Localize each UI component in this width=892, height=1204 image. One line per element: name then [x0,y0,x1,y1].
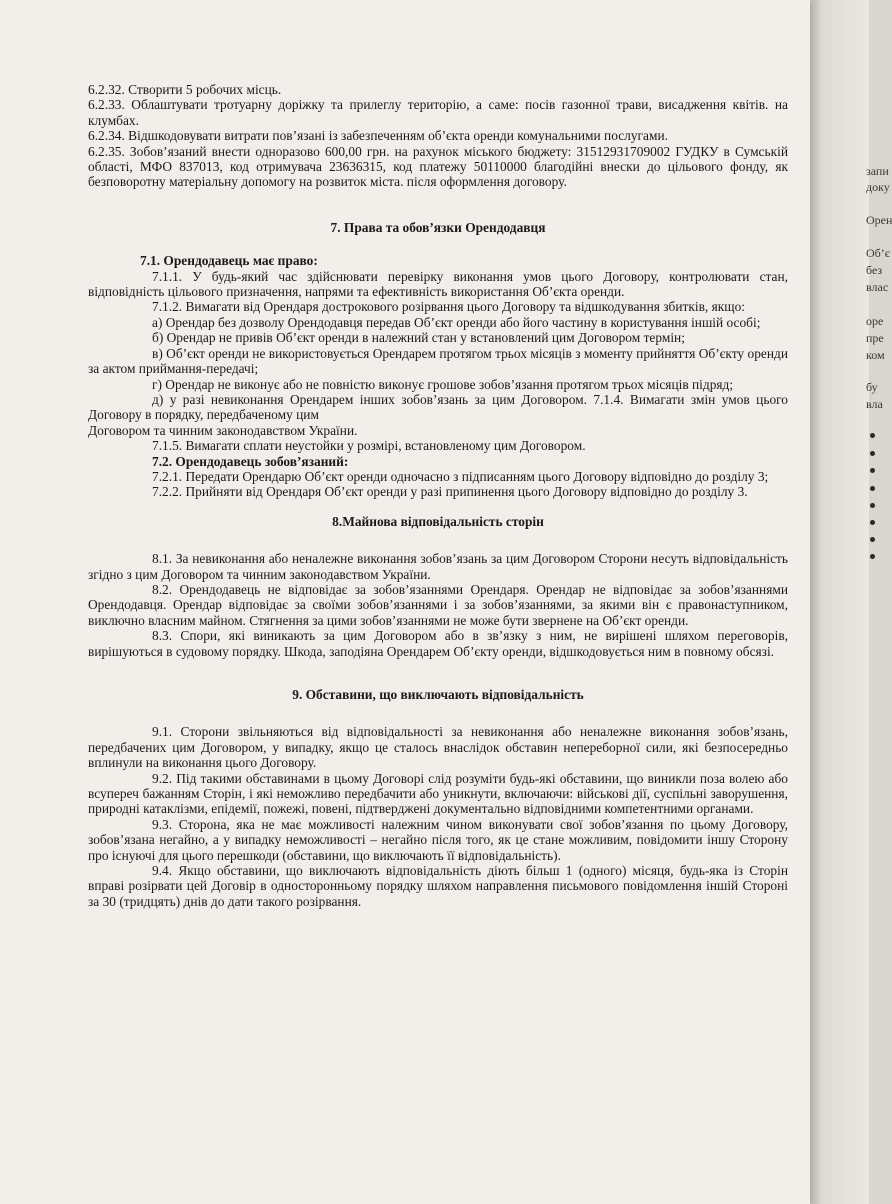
clause-7-1-5: 7.1.5. Вимагати сплати неустойки у розмірі, встановленому цим Договором. [152,438,586,454]
bullet-icon [870,554,875,559]
clause-6-2-35: 6.2.35. Зобов’язаний внести одноразово 600,00 грн. на рахунок міського бюджету: 31512931709002 ГУДКУ в Сумській області, МФО 837013, код отримувача 23636315, код платежу 50110000 благодійні внески до цільового фонду, як безповоротну матеріальну допомогу на розвиток міста. після оформлення договору. [88,143,788,190]
clause-7-1-2-b: б) Орендар не привів Об’єкт оренди в належний стан у встановлений цим Договором термін; [152,330,685,346]
clause-6-2-33: 6.2.33. Облаштувати тротуарну доріжку та прилеглу територію, а саме: посів газонної трави, висадження квітів. на клумбах. [88,97,788,128]
bullet-icon [870,433,875,438]
bullet-icon [870,537,875,542]
edge-fragment: доку [866,180,890,194]
edge-fragment: Орен [866,213,892,227]
edge-fragment: вла [866,397,883,411]
clause-7-2: 7.2. Орендодавець зобов’язаний: [152,453,349,469]
clause-9-2: 9.2. Під такими обставинами в цьому Договорі слід розуміти будь-які обставини, що виникли поза волею або всупереч бажанням Сторін, і які неможливо передбачити або уникнути, включаючи: військові дії, суспільні заворушення, природні катаклізми, епідемії, пожежі, повені, підтверджені документально відповідними компетентними органами. [88,770,788,817]
clause-7-1-2-v: в) Об’єкт оренди не використовується Орендарем протягом трьох місяців з моменту прийняття Об’єкту оренди за актом приймання-передачі; [88,345,788,377]
bullet-icon [870,468,875,473]
clause-8-1: 8.1. За невиконання або неналежне виконання зобов’язань за цим Договором Сторони несуть відповідальність згідно з цим Договором та чинним законодавством України. [88,551,788,582]
bullet-icon [870,520,875,525]
clause-7-1: 7.1. Орендодавець має право: [140,253,318,269]
section-8-heading: 8.Майнова відповідальність сторін [332,513,544,529]
section-9-heading: 9. Обставини, що виключають відповідальність [292,687,584,702]
clause-7-2-2: 7.2.2. Прийняти від Орендаря Об’єкт оренди у разі припинення цього Договору відповідно до розділу 3. [152,484,748,500]
clause-7-2-1: 7.2.1. Передати Орендарю Об’єкт оренди одночасно з підписанням цього Договору відповідно до розділу 3; [152,468,769,484]
clause-6-2-32: 6.2.32. Створити 5 робочих місць. [88,82,282,97]
edge-fragment: ком [866,348,885,362]
next-page-edge [812,0,892,1204]
document-body [88,82,788,909]
clause-7-1-4-cont: Договором та чинним законодавством України. [88,422,358,438]
clause-7-1-1: 7.1.1. У будь-який час здійснювати перевірку виконання умов цього Договору, контролювати стан, відповідність цільового призначення, напрями та ефективність використання Об’єкта оренди. [88,268,788,300]
clause-6-2-34: 6.2.34. Відшкодовувати витрати пов’язані із забезпеченням об’єкта оренди комунальними послугами. [88,128,668,144]
section-7-heading: 7. Права та обов’язки Орендодавця [330,219,546,235]
clause-9-3: 9.3. Сторона, яка не має можливості належним чином виконувати свої зобов’язання по цьому Договору, зобов’язана негайно, а у випадку неможливості – негайно після того, як це стане можливим, повідомити іншу Сторону про існуючі для цього перешкоди (обставини, що виключають її відповідальність). [88,816,788,863]
bullet-icon [870,451,875,456]
edge-fragment: запи [866,164,889,178]
clause-9-4: 9.4. Якщо обставини, що виключають відповідальність діють більш 1 (одного) місяця, будь-яка із Сторін вправі розірвати цей Договір в односторонньому порядку шляхом направлення письмового повідомлення іншій Стороні за 30 (тридцять) днів до дати такого розірвання. [88,863,788,909]
edge-fragment: оре [866,314,884,328]
clause-9-1: 9.1. Сторони звільняються від відповідальності за невиконання або неналежне виконання зобов’язань, передбачених цим Договором, у випадку, якщо це сталось внаслідок обставин непереборної сили, які безпосередньо вплинули на виконання цього Договору. [88,724,788,771]
clause-7-1-2-a: а) Орендар без дозволу Орендодавця передав Об’єкт оренди або його частину в користування іншій особі; [152,314,761,330]
edge-fragment: без [866,263,883,277]
edge-fragment: влас [866,280,889,294]
clause-8-2: 8.2. Орендодавець не відповідає за зобов’язаннями Орендаря. Орендар не відповідає за зобов’язаннями Орендодавця. Орендар відповідає за своїми зобов’язаннями і за зобов’язаннями, за якими він є правонаступником, виключно власним майном. Стягнення за цими зобов’язаннями не може бути звернене на Об’єкт оренди. [88,581,788,628]
bullet-icon [870,486,875,491]
bullet-icon [870,503,875,508]
clause-7-1-2-g: г) Орендар не виконує або не повністю виконує грошове зобов’язання протягом трьох місяців підряд; [152,376,734,392]
clause-7-1-2-d: д) у разі невиконання Орендарем інших зобов’язань за цим Договором. 7.1.4. Вимагати змін умов цього Договору в порядку, передбаченому цим [88,391,788,423]
edge-fragment: Об’є [866,246,890,260]
clause-8-3: 8.3. Спори, які виникають за цим Договором або в зв’язку з ним, не вирішені шляхом переговорів, вирішуються в судовому порядку. Шкода, заподіяна Орендарем Об’єкту оренди, відшкодовується ним в повному обсязі. [88,628,788,659]
edge-fragment: пре [866,331,884,345]
edge-fragment: бу [866,380,878,394]
clause-7-1-2: 7.1.2. Вимагати від Орендаря дострокового розірвання цього Договору та відшкодування збитків, якщо: [152,299,745,315]
